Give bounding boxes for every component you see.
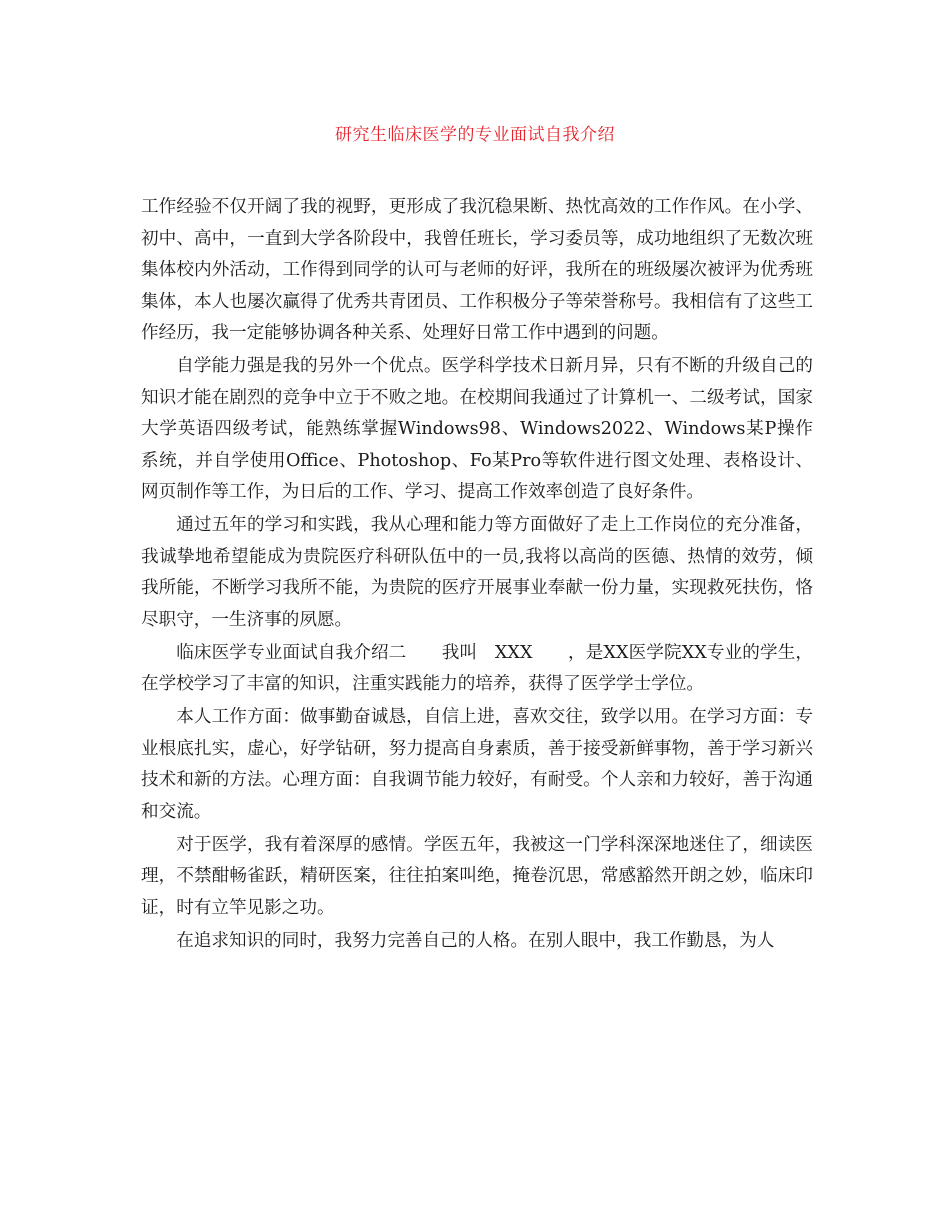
document-body	[141, 192, 813, 959]
paragraph-medical-passion: 对于医学，我有着深厚的感情。学医五年，我被这一门学科深深地迷住了，细读医理，不禁酣畅雀跃，精研医案，往往拍案叫绝，掩卷沉思，常感豁然开朗之妙，临床印证，时有立竿见影之功。	[141, 834, 813, 918]
paragraph-introduction-two: 临床医学专业面试自我介绍二 我叫 XXX ，是XX医学院XX专业的学生，在学校学习了丰富的知识，注重实践能力的培养，获得了医学学士学位。	[141, 642, 813, 694]
paragraph-self-learning: 自学能力强是我的另外一个优点。医学科学技术日新月异，只有不断的升级自己的知识才能在剧烈的竞争中立于不败之地。在校期间我通过了计算机一、二级考试，国家大学英语四级考试，能熟练掌握Windows98、Windows2022、Windows某P操作系统，并自学使用Office、Photoshop、Fo某Pro等软件进行图文处理、表格设计、网页制作等工作，为日后的工作、学习、提高工作效率创造了良好条件。	[141, 356, 813, 502]
paragraph-character: 在追求知识的同时，我努力完善自己的人格。在别人眼中，我工作勤恳，为人	[176, 930, 775, 951]
paragraph-work-experience: 工作经验不仅开阔了我的视野，更形成了我沉稳果断、热忱高效的工作作风。在小学、初中、高中，一直到大学各阶段中，我曾任班长，学习委员等，成功地组织了无数次班集体校内外活动，工作得到同学的认可与老师的好评，我所在的班级屡次被评为优秀班集体，本人也屡次赢得了优秀共青团员、工作积极分子等荣誉称号。我相信有了这些工作经历，我一定能够协调各种关系、处理好日常工作中遇到的问题。	[141, 197, 813, 343]
paragraph-personal-traits: 本人工作方面：做事勤奋诚恳，自信上进，喜欢交往，致学以用。在学习方面：专业根底扎实，虚心，好学钻研，努力提高自身素质，善于接受新鲜事物，善于学习新兴技术和新的方法。心理方面：自我调节能力较好，有耐受。个人亲和力较好，善于沟通和交流。	[141, 707, 813, 822]
document-title: 研究生临床医学的专业面试自我介绍	[335, 125, 615, 145]
paragraph-career-aspiration: 通过五年的学习和实践，我从心理和能力等方面做好了走上工作岗位的充分准备，我诚挚地希望能成为贵院医疗科研队伍中的一员,我将以高尚的医德、热情的效劳，倾我所能，不断学习我所不能，为贵院的医疗开展事业奉献一份力量，实现救死扶伤，恪尽职守，一生济事的夙愿。	[141, 515, 813, 630]
